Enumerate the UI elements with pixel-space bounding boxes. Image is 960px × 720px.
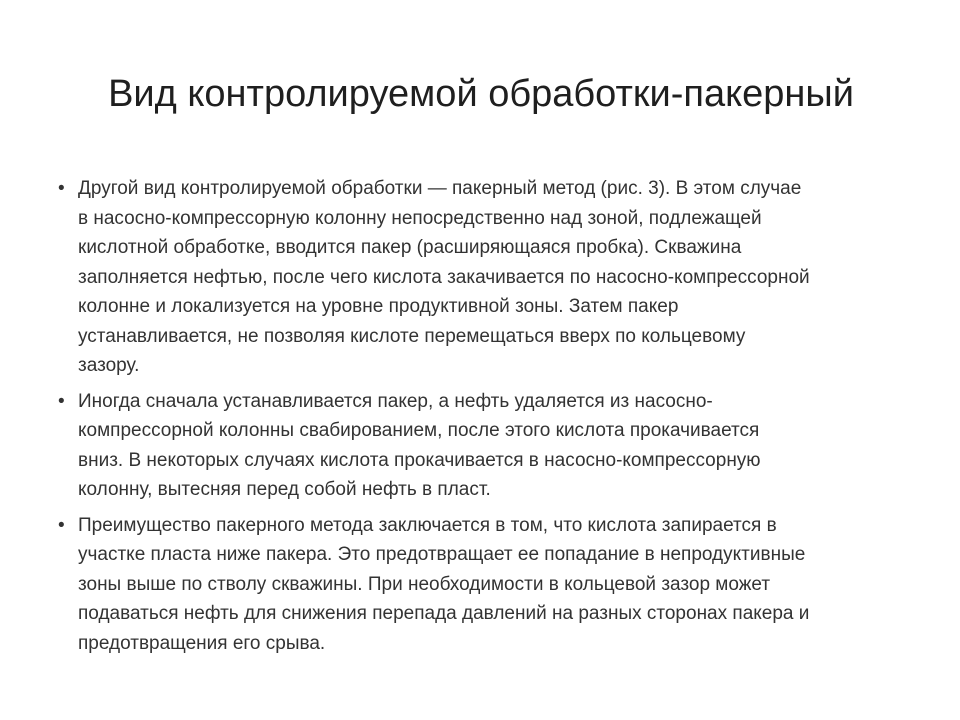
bullet-dot-icon: •: [58, 178, 65, 199]
bullet-text-line: Преимущество пакерного метода заключается в том, что кислота запирается в: [78, 514, 777, 536]
bullet-item: [58, 387, 908, 505]
bullet-text-line: Другой вид контролируемой обработки — пакерный метод (рис. 3). В этом случае: [78, 178, 802, 199]
bullet-text-line: заполняется нефтью, после чего кислота закачивается по насосно-компрессорной: [78, 266, 810, 288]
bullet-text-line: компрессорной колонны свабированием, после этого кислота прокачивается: [78, 420, 760, 441]
bullet-text-line: зоны выше по стволу скважины. При необходимости в кольцевой зазор может: [78, 573, 771, 595]
bullet-text-line: кислотной обработке, вводится пакер (расширяющаяся пробка). Скважина: [78, 237, 742, 258]
bullet-dot-icon: •: [58, 390, 65, 412]
bullet-text-line: устанавливается, не позволяя кислоте перемещаться вверх по кольцевому: [78, 325, 746, 347]
bullet-text-line: зазору.: [78, 355, 140, 376]
bullet-text-line: подаваться нефть для снижения перепада давлений на разных сторонах пакера и: [78, 603, 810, 624]
bullet-text-line: участке пласта ниже пакера. Это предотвращает ее попадание в непродуктивные: [78, 544, 806, 565]
bullet-text-line: колонну, вытесняя перед собой нефть в пласт.: [78, 479, 491, 500]
bullet-item: [58, 511, 908, 659]
bullet-list: [58, 174, 908, 664]
bullet-text-line: колонне и локализуется на уровне продуктивной зоны. Затем пакер: [78, 296, 679, 317]
bullet-text-line: в насосно-компрессорную колонну непосредственно над зоной, подлежащей: [78, 207, 762, 229]
slide-title: Вид контролируемой обработки-пакерный: [108, 73, 854, 115]
bullet-dot-icon: •: [58, 514, 65, 536]
bullet-text-line: предотвращения его срыва.: [78, 632, 326, 654]
bullet-text-line: вниз. В некоторых случаях кислота прокачивается в насосно-компрессорную: [78, 449, 761, 471]
bullet-text-line: Иногда сначала устанавливается пакер, а нефть удаляется из насосно-: [78, 390, 713, 412]
bullet-item: [58, 174, 908, 381]
